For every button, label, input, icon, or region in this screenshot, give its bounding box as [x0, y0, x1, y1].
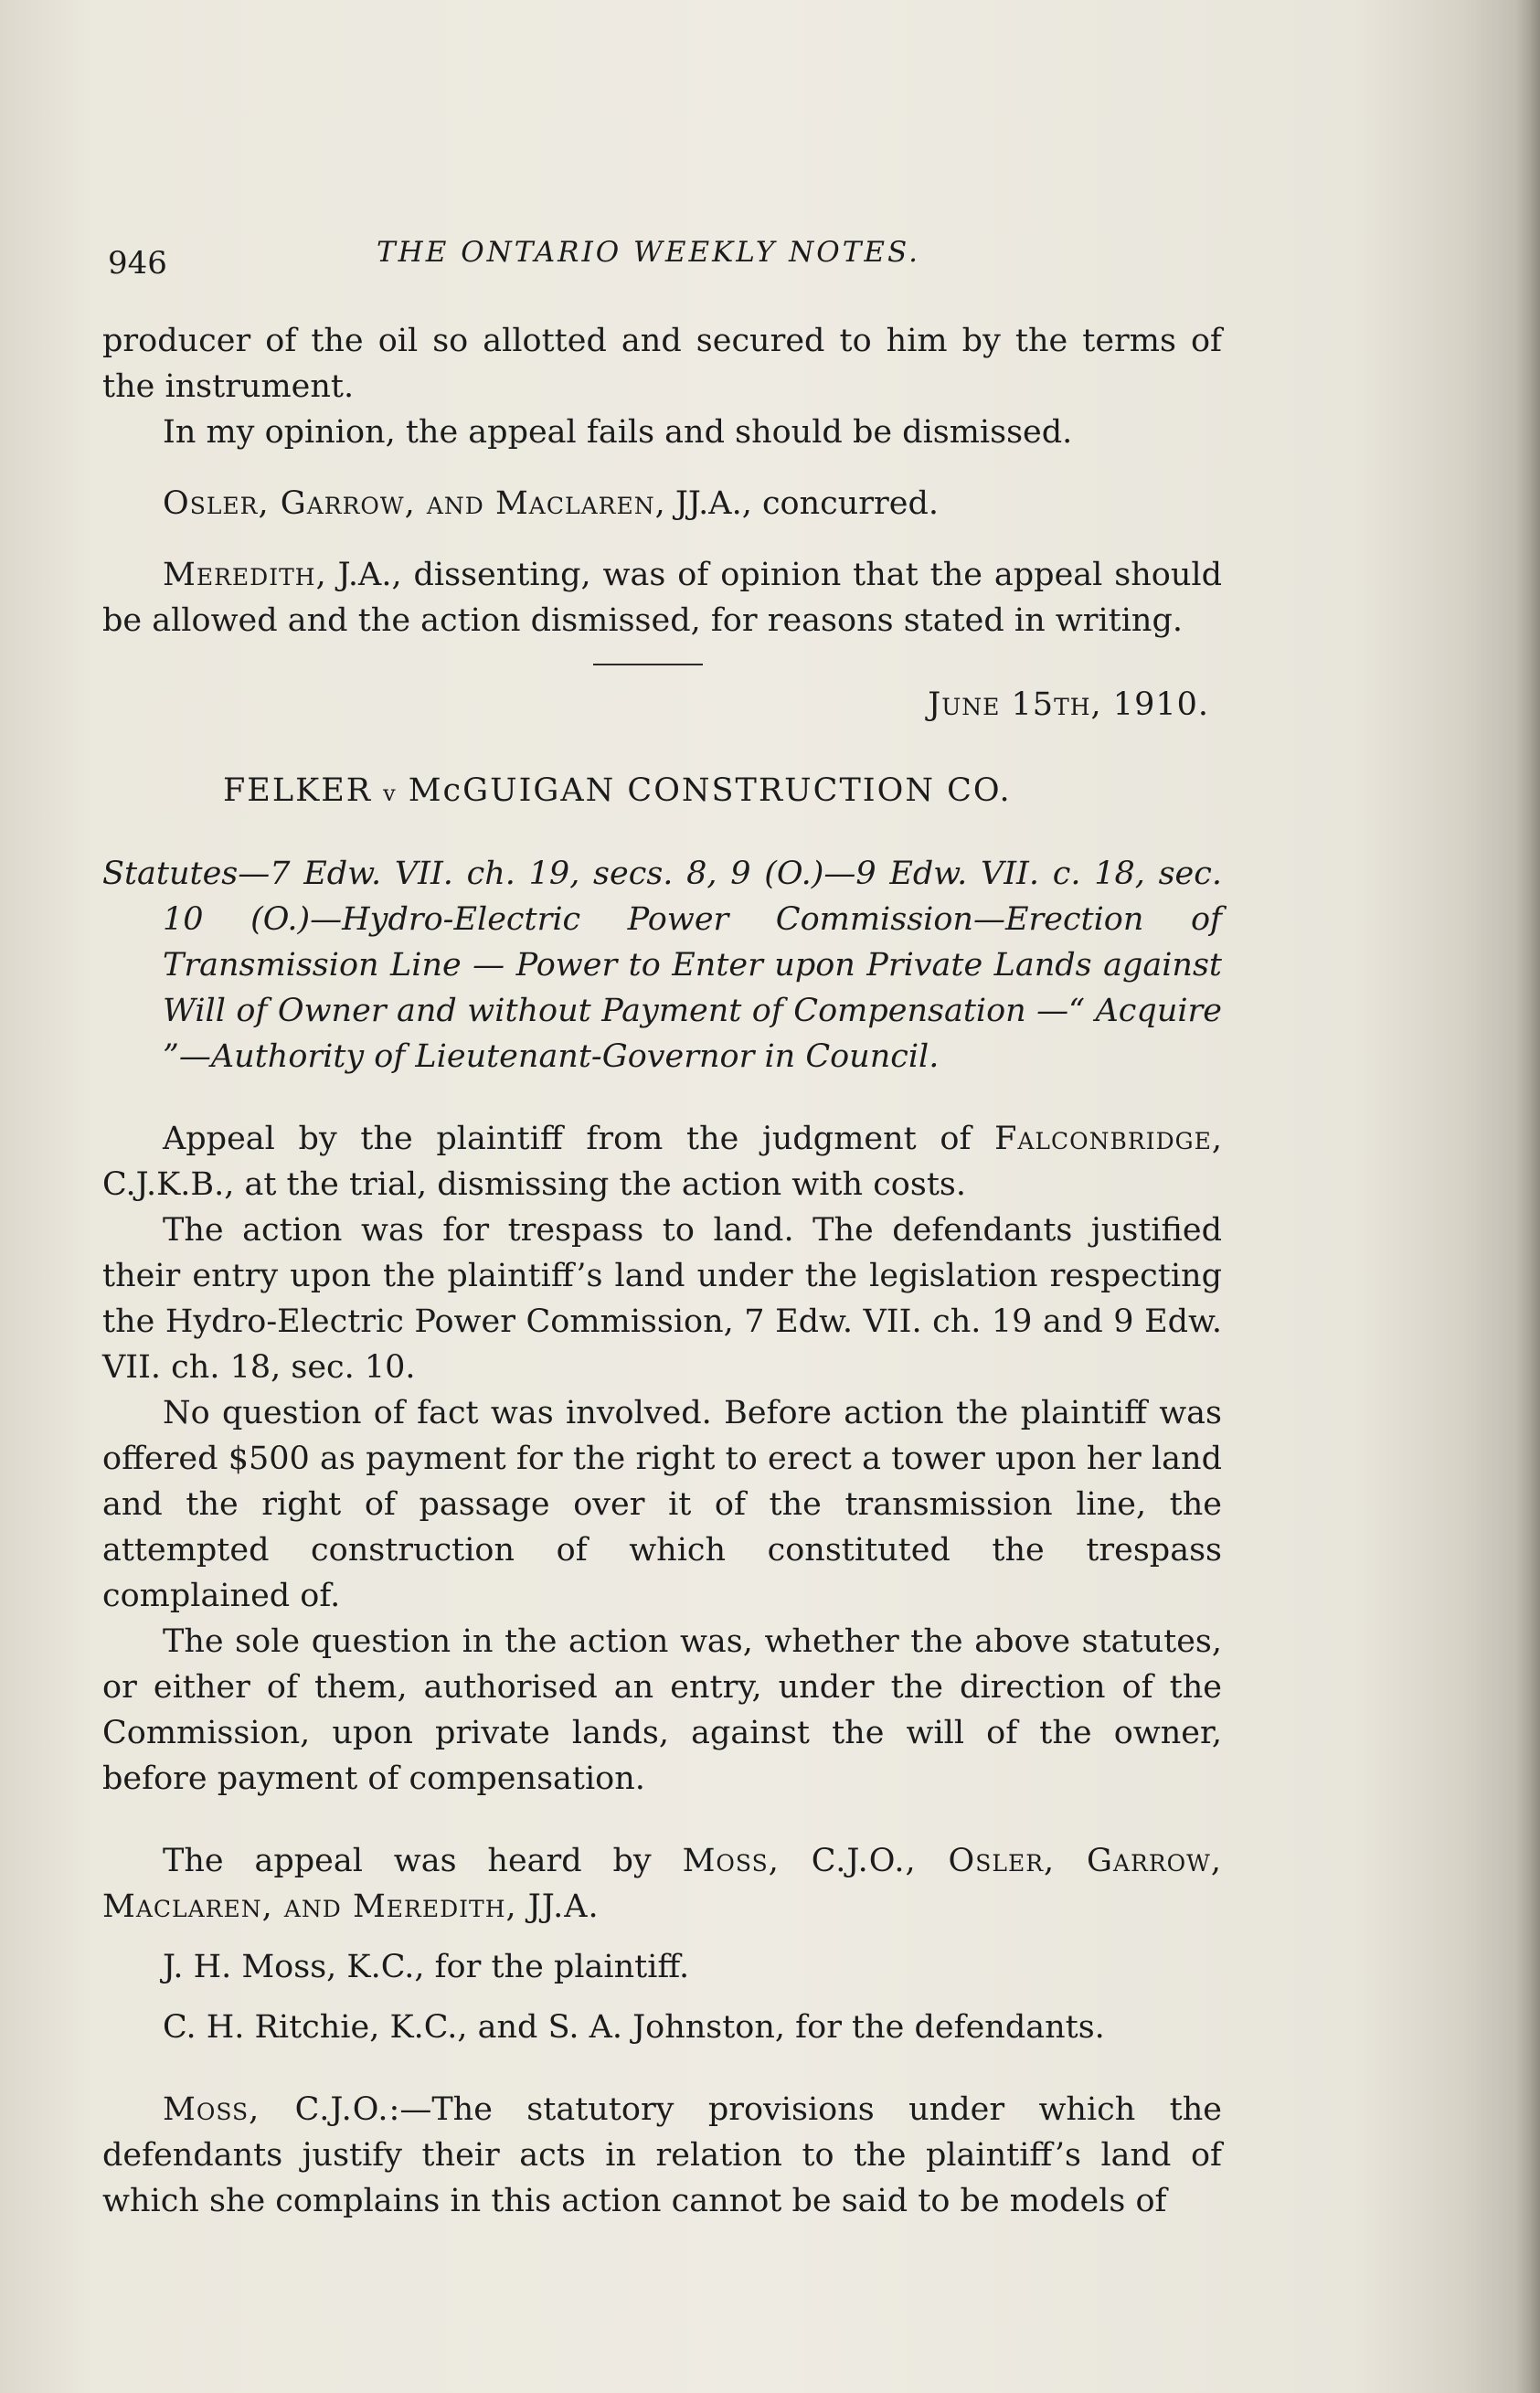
dissent-paragraph — [102, 552, 1222, 643]
page-header — [102, 229, 1222, 283]
action-paragraph: The action was for trespass to land. The defendants justified their entry upon the plaintiff’s land under the legislation respecting the Hydro-Electric Power Commission, 7 Edw. VII. ch. 19 and 9 Edw. VII. ch. 18, sec. 10. — [102, 1212, 1222, 1386]
opinion-text: :—The statutory provisions under which the defendants justify their acts in relation to the plaintiff’s land of which she complains in this action cannot be said to be models of — [102, 2091, 1222, 2219]
counsel-defendants: C. H. Ritchie, K.C., and S. A. Johnston, for the defendants. — [163, 2009, 1105, 2046]
opinion-paragraph — [102, 2087, 1222, 2224]
counsel-plaintiff: J. H. Moss, K.C., for the plaintiff. — [163, 1949, 690, 1985]
conclusion-paragraph: In my opinion, the appeal fails and should be dismissed. — [163, 414, 1073, 451]
case-versus: v — [383, 781, 398, 806]
running-title: THE ONTARIO WEEKLY NOTES. — [377, 236, 920, 269]
dissent-judge: Meredith — [163, 557, 316, 593]
concurrence-paragraph — [102, 481, 1222, 526]
hearing-judges: Moss, C.J.O., Osler, Garrow, Maclaren, and Meredith, JJ.A. — [102, 1843, 1222, 1925]
opinion-author: Moss, C.J.O. — [163, 2091, 389, 2128]
decision-date: June 15th, 1910. — [928, 686, 1209, 723]
hearing-paragraph — [102, 1838, 1222, 1930]
text-block — [102, 229, 1222, 2224]
continuation-paragraph: producer of the oil so allotted and secured to him by the terms of the instrument. — [102, 323, 1222, 405]
case-party-a: FELKER — [223, 772, 373, 809]
sole-question-paragraph: The sole question in the action was, whether the above statutes, or either of them, authorised an entry, under the direction of the Commission, upon private lands, against the will of the owner, before payment of compensation. — [102, 1623, 1222, 1797]
appeal-text-end: , C.J.K.B., at the trial, dismissing the action with costs. — [102, 1121, 1222, 1203]
concurring-judges: Osler, Garrow, and Maclaren — [163, 485, 655, 522]
appeal-text-start: Appeal by the plaintiff from the judgment of — [163, 1121, 995, 1157]
book-spine-shadow — [1514, 0, 1540, 2393]
page-number: 946 — [108, 245, 167, 282]
case-party-b: McGUIGAN CONSTRUCTION CO. — [408, 772, 1012, 809]
concurrence-text: , JJ.A., concurred. — [654, 485, 940, 522]
facts-paragraph: No question of fact was involved. Before action the plaintiff was offered $500 as payment for the right to erect a tower upon her land and the right of passage over it of the transmission line, the attempted construction of which constituted the trespass complained of. — [102, 1395, 1222, 1614]
section-divider — [593, 664, 703, 665]
case-title — [223, 768, 1222, 816]
trial-judge: Falconbridge — [994, 1121, 1212, 1157]
dissent-text: , J.A., dissenting, was of opinion that the appeal should be allowed and the action dismissed, for reasons stated in writing. — [102, 557, 1222, 639]
appeal-paragraph — [102, 1116, 1222, 1207]
headnote: Statutes—7 Edw. VII. ch. 19, secs. 8, 9 (O.)—9 Edw. VII. c. 18, sec. 10 (O.)—Hydro-Electric Power Commission—Erection of Transmission Line — Power to Enter upon Private Lands against Will of Owner and without Payment of Compensation —“ Acquire ”—Authority of Lieutenant-Governor in Council. — [102, 856, 1222, 1075]
hearing-text: The appeal was heard by — [163, 1843, 683, 1879]
